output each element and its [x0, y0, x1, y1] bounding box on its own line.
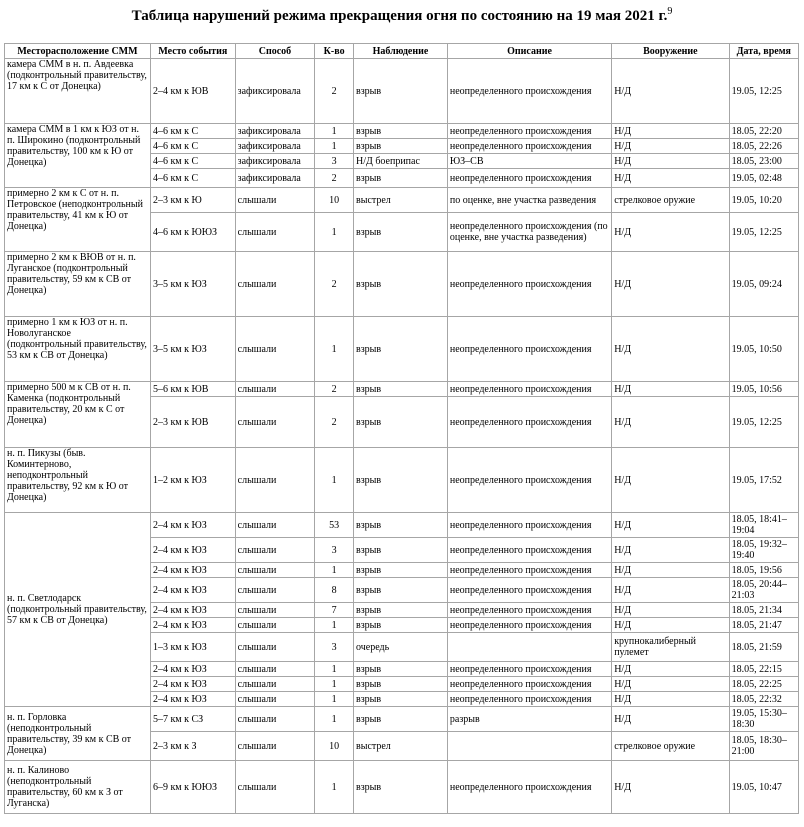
cell-count: 1 — [315, 448, 353, 512]
cell-weapon: крупнокалиберный пулемет — [612, 633, 728, 661]
cell-description: неопределенного происхождения — [448, 662, 611, 676]
cell-datetime: 19.05, 12:25 — [730, 397, 798, 447]
header-weapon: Вооружение — [612, 44, 728, 58]
cell-event-place: 1–2 км к ЮЗ — [151, 448, 235, 512]
cell-observation: взрыв — [354, 677, 447, 691]
header-description: Описание — [448, 44, 611, 58]
header-row — [5, 44, 798, 58]
cell-count: 1 — [315, 677, 353, 691]
cell-weapon: стрелковое оружие — [612, 732, 728, 760]
cell-description: неопределенного происхождения — [448, 761, 611, 813]
cell-observation: взрыв — [354, 169, 447, 187]
table-row — [5, 513, 798, 537]
cell-observation: взрыв — [354, 317, 447, 381]
cell-method: зафиксировала — [236, 154, 315, 168]
cell-method: слышали — [236, 618, 315, 632]
cell-method: слышали — [236, 513, 315, 537]
cell-method: слышали — [236, 662, 315, 676]
cell-description: неопределенного происхождения — [448, 538, 611, 562]
cell-weapon: Н/Д — [612, 761, 728, 813]
header-event-place: Место события — [151, 44, 235, 58]
cell-observation: взрыв — [354, 382, 447, 396]
cell-method: слышали — [236, 677, 315, 691]
cell-datetime: 19.05, 10:50 — [730, 317, 798, 381]
cell-method: слышали — [236, 448, 315, 512]
cell-count: 1 — [315, 563, 353, 577]
cell-count: 7 — [315, 603, 353, 617]
cell-count: 8 — [315, 578, 353, 602]
cell-observation: взрыв — [354, 448, 447, 512]
cell-datetime: 18.05, 21:47 — [730, 618, 798, 632]
cell-event-place: 2–4 км к ЮЗ — [151, 662, 235, 676]
cell-event-place: 2–4 км к ЮЗ — [151, 513, 235, 537]
cell-weapon: Н/Д — [612, 603, 728, 617]
cell-weapon: Н/Д — [612, 213, 728, 251]
cell-datetime: 19.05, 17:52 — [730, 448, 798, 512]
cell-method: слышали — [236, 213, 315, 251]
cell-method: слышали — [236, 397, 315, 447]
cell-method: слышали — [236, 761, 315, 813]
cell-event-place: 4–6 км к ЮЮЗ — [151, 213, 235, 251]
cell-event-place: 5–6 км к ЮВ — [151, 382, 235, 396]
cell-count: 1 — [315, 317, 353, 381]
cell-weapon: Н/Д — [612, 563, 728, 577]
cell-description: неопределенного происхождения — [448, 563, 611, 577]
cell-observation: взрыв — [354, 618, 447, 632]
cell-weapon: Н/Д — [612, 618, 728, 632]
cell-datetime: 18.05, 21:34 — [730, 603, 798, 617]
cell-count: 2 — [315, 169, 353, 187]
cell-event-place: 2–3 км к Ю — [151, 188, 235, 212]
cell-location: примерно 2 км к ВЮВ от н. п. Луганское (подконтрольный правительству, 59 км к СВ от Донецка) — [5, 252, 150, 316]
cell-description: по оценке, вне участка разведения — [448, 188, 611, 212]
cell-location: примерно 2 км к С от н. п. Петровское (неподконтрольный правительству, 41 км к Ю от Донецка) — [5, 188, 150, 251]
cell-weapon: Н/Д — [612, 513, 728, 537]
cell-weapon: стрелковое оружие — [612, 188, 728, 212]
cell-description: ЮЗ–СВ — [448, 154, 611, 168]
cell-datetime: 19.05, 10:20 — [730, 188, 798, 212]
cell-datetime: 18.05, 22:20 — [730, 124, 798, 138]
cell-event-place: 2–4 км к ЮЗ — [151, 603, 235, 617]
cell-datetime: 18.05, 23:00 — [730, 154, 798, 168]
header-observation: Наблюдение — [354, 44, 447, 58]
cell-count: 2 — [315, 252, 353, 316]
ceasefire-violations-table — [4, 43, 799, 814]
cell-method: слышали — [236, 538, 315, 562]
cell-observation: очередь — [354, 633, 447, 661]
cell-description: неопределенного происхождения — [448, 578, 611, 602]
table-row — [5, 382, 798, 396]
title-text: Таблица нарушений режима прекращения огня по состоянию на 19 мая 2021 г. — [131, 8, 668, 24]
cell-method: слышали — [236, 317, 315, 381]
cell-description: неопределенного происхождения — [448, 169, 611, 187]
cell-location: примерно 1 км к ЮЗ от н. п. Новолуганское (подконтрольный правительству, 53 км к СВ от Донецка) — [5, 317, 150, 381]
cell-description: неопределенного происхождения — [448, 59, 611, 123]
cell-observation: выстрел — [354, 732, 447, 760]
cell-description: разрыв — [448, 707, 611, 731]
cell-weapon: Н/Д — [612, 139, 728, 153]
cell-count: 2 — [315, 59, 353, 123]
cell-weapon: Н/Д — [612, 59, 728, 123]
cell-event-place: 3–5 км к ЮЗ — [151, 252, 235, 316]
table-row — [5, 124, 798, 138]
cell-observation: взрыв — [354, 397, 447, 447]
cell-event-place: 2–4 км к ЮЗ — [151, 578, 235, 602]
cell-method: слышали — [236, 707, 315, 731]
cell-location: н. п. Калиново (неподконтрольный правительству, 60 км к З от Луганска) — [5, 761, 150, 813]
cell-method: слышали — [236, 382, 315, 396]
header-location: Месторасположение СММ — [5, 44, 150, 58]
cell-weapon: Н/Д — [612, 397, 728, 447]
cell-event-place: 2–4 км к ЮЗ — [151, 563, 235, 577]
cell-weapon: Н/Д — [612, 154, 728, 168]
cell-event-place: 2–4 км к ЮВ — [151, 59, 235, 123]
cell-method: слышали — [236, 252, 315, 316]
cell-location: н. п. Пикузы (быв. Коминтерново, неподконтрольный правительству, 92 км к Ю от Донецка) — [5, 448, 150, 512]
cell-method: зафиксировала — [236, 124, 315, 138]
cell-weapon: Н/Д — [612, 662, 728, 676]
cell-count: 1 — [315, 761, 353, 813]
cell-weapon: Н/Д — [612, 317, 728, 381]
cell-description: неопределенного происхождения — [448, 513, 611, 537]
cell-datetime: 19.05, 02:48 — [730, 169, 798, 187]
cell-count: 10 — [315, 188, 353, 212]
cell-count: 3 — [315, 538, 353, 562]
cell-observation: взрыв — [354, 662, 447, 676]
table-row — [5, 59, 798, 123]
cell-count: 1 — [315, 618, 353, 632]
cell-datetime: 19.05, 15:30–18:30 — [730, 707, 798, 731]
cell-method: слышали — [236, 732, 315, 760]
cell-location: примерно 500 м к СВ от н. п. Каменка (подконтрольный правительству, 20 км к С от Донецка) — [5, 382, 150, 447]
table-row — [5, 252, 798, 316]
cell-event-place: 2–4 км к ЮЗ — [151, 618, 235, 632]
cell-count: 2 — [315, 382, 353, 396]
cell-description: неопределенного происхождения — [448, 677, 611, 691]
table-row — [5, 707, 798, 731]
table-row — [5, 761, 798, 813]
cell-location: н. п. Горловка (неподконтрольный правительству, 39 км к СВ от Донецка) — [5, 707, 150, 760]
cell-datetime: 18.05, 19:32–19:40 — [730, 538, 798, 562]
cell-event-place: 4–6 км к С — [151, 169, 235, 187]
cell-description: неопределенного происхождения — [448, 397, 611, 447]
cell-count: 1 — [315, 707, 353, 731]
table-row — [5, 448, 798, 512]
cell-description: неопределенного происхождения — [448, 382, 611, 396]
cell-event-place: 5–7 км к СЗ — [151, 707, 235, 731]
table-row — [5, 317, 798, 381]
cell-event-place: 2–3 км к ЮВ — [151, 397, 235, 447]
cell-observation: Н/Д боеприпас — [354, 154, 447, 168]
table-body — [5, 59, 798, 813]
cell-weapon: Н/Д — [612, 707, 728, 731]
table-row — [5, 188, 798, 212]
cell-event-place: 2–4 км к ЮЗ — [151, 692, 235, 706]
cell-observation: взрыв — [354, 578, 447, 602]
cell-observation: взрыв — [354, 124, 447, 138]
cell-event-place: 2–4 км к ЮЗ — [151, 538, 235, 562]
cell-datetime: 18.05, 22:32 — [730, 692, 798, 706]
cell-event-place: 2–3 км к З — [151, 732, 235, 760]
header-count: К-во — [315, 44, 353, 58]
cell-observation: взрыв — [354, 707, 447, 731]
cell-weapon: Н/Д — [612, 448, 728, 512]
cell-method: слышали — [236, 188, 315, 212]
cell-observation: взрыв — [354, 59, 447, 123]
footnote-marker: 9 — [667, 6, 673, 17]
cell-method: зафиксировала — [236, 59, 315, 123]
cell-event-place: 1–3 км к ЮЗ — [151, 633, 235, 661]
cell-location: камера СММ в 1 км к ЮЗ от н. п. Широкино (подконтрольный правительству, 100 км к Ю от Донецка) — [5, 124, 150, 187]
page-title — [0, 6, 804, 26]
cell-datetime: 19.05, 10:56 — [730, 382, 798, 396]
cell-observation: взрыв — [354, 563, 447, 577]
cell-event-place: 2–4 км к ЮЗ — [151, 677, 235, 691]
cell-observation: взрыв — [354, 538, 447, 562]
cell-observation: взрыв — [354, 603, 447, 617]
cell-location: н. п. Светлодарск (подконтрольный правительству, 57 км к СВ от Донецка) — [5, 513, 150, 706]
cell-observation: взрыв — [354, 513, 447, 537]
cell-count: 1 — [315, 213, 353, 251]
header-method: Способ — [236, 44, 315, 58]
cell-datetime: 19.05, 10:47 — [730, 761, 798, 813]
cell-datetime: 18.05, 18:41–19:04 — [730, 513, 798, 537]
cell-description: неопределенного происхождения — [448, 139, 611, 153]
cell-datetime: 18.05, 18:30–21:00 — [730, 732, 798, 760]
cell-description: неопределенного происхождения — [448, 124, 611, 138]
cell-count: 53 — [315, 513, 353, 537]
cell-datetime: 19.05, 12:25 — [730, 59, 798, 123]
cell-method: зафиксировала — [236, 139, 315, 153]
cell-observation: взрыв — [354, 692, 447, 706]
cell-datetime: 18.05, 22:25 — [730, 677, 798, 691]
cell-observation: взрыв — [354, 139, 447, 153]
cell-count: 3 — [315, 633, 353, 661]
cell-datetime: 19.05, 12:25 — [730, 213, 798, 251]
cell-description: неопределенного происхождения — [448, 603, 611, 617]
cell-event-place: 4–6 км к С — [151, 124, 235, 138]
header-datetime: Дата, время — [730, 44, 798, 58]
cell-description: неопределенного происхождения — [448, 618, 611, 632]
cell-weapon: Н/Д — [612, 382, 728, 396]
cell-weapon: Н/Д — [612, 538, 728, 562]
cell-datetime: 18.05, 22:26 — [730, 139, 798, 153]
cell-weapon: Н/Д — [612, 169, 728, 187]
cell-method: зафиксировала — [236, 169, 315, 187]
cell-method: слышали — [236, 633, 315, 661]
cell-method: слышали — [236, 578, 315, 602]
cell-count: 10 — [315, 732, 353, 760]
cell-datetime: 18.05, 21:59 — [730, 633, 798, 661]
cell-count: 3 — [315, 154, 353, 168]
cell-count: 1 — [315, 124, 353, 138]
cell-description: неопределенного происхождения — [448, 692, 611, 706]
cell-method: слышали — [236, 692, 315, 706]
cell-description: неопределенного происхождения — [448, 448, 611, 512]
cell-weapon: Н/Д — [612, 252, 728, 316]
cell-description: неопределенного происхождения (по оценке, вне участка разведения) — [448, 213, 611, 251]
cell-description: неопределенного происхождения — [448, 252, 611, 316]
cell-datetime: 19.05, 09:24 — [730, 252, 798, 316]
cell-count: 1 — [315, 692, 353, 706]
cell-datetime: 18.05, 19:56 — [730, 563, 798, 577]
cell-weapon: Н/Д — [612, 677, 728, 691]
cell-observation: взрыв — [354, 761, 447, 813]
cell-observation: взрыв — [354, 252, 447, 316]
cell-observation: выстрел — [354, 188, 447, 212]
cell-count: 1 — [315, 662, 353, 676]
cell-datetime: 18.05, 20:44–21:03 — [730, 578, 798, 602]
cell-event-place: 6–9 км к ЮЮЗ — [151, 761, 235, 813]
cell-count: 2 — [315, 397, 353, 447]
cell-description: неопределенного происхождения — [448, 317, 611, 381]
cell-event-place: 4–6 км к С — [151, 154, 235, 168]
cell-method: слышали — [236, 603, 315, 617]
cell-weapon: Н/Д — [612, 124, 728, 138]
cell-observation: взрыв — [354, 213, 447, 251]
cell-description — [448, 633, 611, 661]
cell-location: камера СММ в н. п. Авдеевка (подконтрольный правительству, 17 км к С от Донецка) — [5, 59, 150, 123]
cell-method: слышали — [236, 563, 315, 577]
cell-count: 1 — [315, 139, 353, 153]
cell-description — [448, 732, 611, 760]
cell-event-place: 4–6 км к С — [151, 139, 235, 153]
cell-weapon: Н/Д — [612, 578, 728, 602]
cell-datetime: 18.05, 22:15 — [730, 662, 798, 676]
cell-weapon: Н/Д — [612, 692, 728, 706]
cell-event-place: 3–5 км к ЮЗ — [151, 317, 235, 381]
